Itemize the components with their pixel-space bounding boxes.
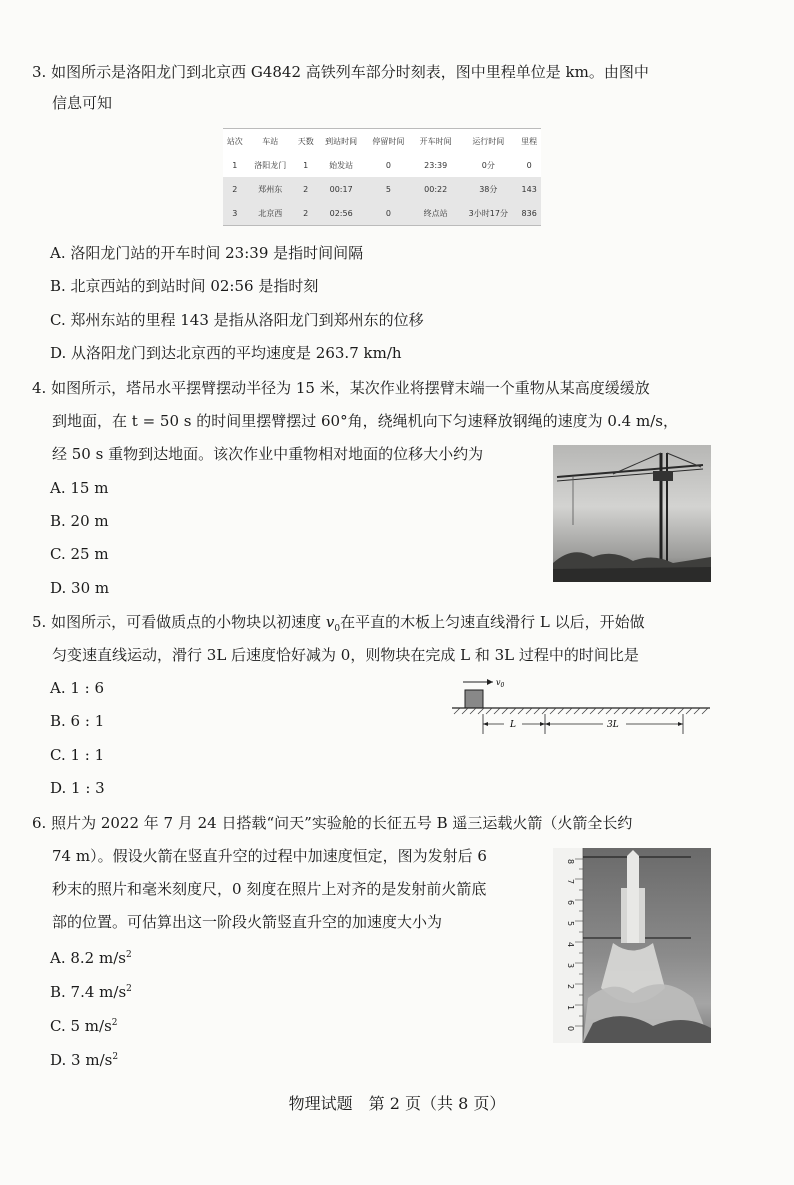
timetable-header: 到站时间 [325,136,358,146]
3l-label: 3L [607,720,619,730]
q5-v-symbol: v [325,613,335,631]
table-row [223,201,541,226]
q3-option-c: C. 郑州东站的里程 143 是指从洛阳龙门到郑州东的位移 [50,311,424,329]
table-cell: 0 [526,160,532,170]
rocket-photo [553,848,711,1043]
q5-v-subscript: 0 [334,624,341,634]
table-cell: 终点站 [412,201,459,226]
page-footer: 物理试题 第 2 页（共 8 页） [288,1094,506,1113]
q3-stem-line1: 3. 如图所示是洛阳龙门到北京西 G4842 高铁列车部分时刻表，图中里程单位是 km。由图中 [32,63,649,81]
tower-crane-drawing [553,445,711,582]
timetable-header: 开车时间 [419,136,452,146]
timetable-header: 车站 [262,136,279,146]
q6-option-b-text: B. 7.4 m/s [50,983,127,1001]
q5-stem-part1: 5. 如图所示，可看做质点的小物块以初速度 [32,613,326,631]
block-motion-figure [448,674,714,736]
v0-label: $v_0$ [496,678,505,689]
ruler-label: 5 [566,921,575,927]
q5-option-c: C. 1 : 1 [50,746,105,764]
table-cell: 1 [232,160,238,170]
q5-stem-part2: 在平直的木板上匀速直线滑行 L 以后，开始做 [340,613,645,631]
table-cell: 2 [294,177,318,201]
table-cell: 0分 [481,160,495,170]
q3-option-a: A. 洛阳龙门站的开车时间 23:39 是指时间间隔 [50,244,364,262]
ruler-label: 0 [566,1026,575,1032]
q6-option-c-text: C. 5 m/s [50,1017,112,1035]
timetable-header: 天数 [297,136,314,146]
q6-stem-line1: 6. 照片为 2022 年 7 月 24 日搭载“问天”实验舱的长征五号 B 遥三运载火箭（火箭全长约 [32,814,633,832]
q6-stem-line2: 74 m）。假设火箭在竖直升空的过程中加速度恒定，图为发射后 6 [52,847,487,865]
tower-crane-photo [553,445,711,582]
q5-stem-line2: 匀变速直线运动，滑行 3L 后速度恰好减为 0，则物块在完成 L 和 3L 过程中的时间比是 [52,646,639,664]
timetable [223,128,541,226]
q5-stem-line1 [32,612,645,639]
q6-option-b-sup: 2 [126,984,132,994]
table-cell: 3 [223,201,247,226]
q4-option-a: A. 15 m [50,479,109,497]
q6-option-a-text: A. 8.2 m/s [50,949,126,967]
table-cell: 1 [303,160,309,170]
timetable-header: 里程 [521,136,538,146]
table-cell: 0 [385,160,391,170]
timetable-header: 运行时间 [472,136,505,146]
q6-option-d [50,1047,118,1070]
timetable-header: 站次 [226,136,243,146]
table-cell: 2 [294,201,318,226]
q4-option-b: B. 20 m [50,512,109,530]
ruler-label: 8 [566,859,575,865]
ruler-label: 2 [566,984,575,990]
q6-option-a [50,945,132,968]
q6-option-c-sup: 2 [111,1018,118,1028]
table-cell: 0 [365,201,412,226]
q3-option-b: B. 北京西站的到站时间 02:56 是指时刻 [50,277,319,295]
l-label: L [510,720,516,730]
q5-option-b: B. 6 : 1 [50,712,105,730]
q6-option-d-sup: 2 [112,1052,119,1062]
q6-option-a-sup: 2 [125,950,132,960]
q4-stem-line1: 4. 如图所示，塔吊水平摆臂摆动半径为 15 米，某次作业将摆臂末端一个重物从某高度缓缓放 [32,379,650,397]
table-cell: 始发站 [329,160,354,170]
table-cell: 23:39 [424,160,448,170]
q4-stem-line2: 到地面，在 t = 50 s 的时间里摆臂摆过 60°角，绕绳机向下匀速释放钢绳的速度为 0.4 m/s， [52,412,678,430]
table-row [223,153,541,177]
q4-option-c: C. 25 m [50,545,109,563]
table-cell: 836 [517,201,541,226]
table-cell: 5 [365,177,412,201]
ruler-label: 1 [566,1005,575,1011]
ruler-label: 3 [566,963,575,969]
table-cell: 3小时17分 [459,201,517,226]
q4-stem-line3: 经 50 s 重物到达地面。该次作业中重物相对地面的位移大小约为 [52,445,484,463]
table-cell: 郑州东 [247,177,294,201]
ruler-label: 4 [566,942,575,948]
ruler-label: 7 [566,879,575,885]
q6-stem-line4: 部的位置。可估算出这一阶段火箭竖直升空的加速度大小为 [52,913,443,931]
table-cell: 洛阳龙门 [254,160,287,170]
ruler-label: 6 [566,900,575,906]
table-cell: 38分 [459,177,517,201]
timetable-header: 停留时间 [372,136,405,146]
q4-option-d: D. 30 m [50,579,110,597]
table-cell: 143 [517,177,541,201]
q5-option-a: A. 1 : 6 [50,679,105,697]
table-cell: 00:22 [412,177,459,201]
table-cell: 02:56 [318,201,365,226]
table-row [223,177,541,201]
q6-option-d-text: D. 3 m/s [50,1051,113,1069]
table-cell: 北京西 [247,201,294,226]
table-cell: 2 [223,177,247,201]
table-cell: 00:17 [318,177,365,201]
timetable-header-row [223,129,541,154]
q6-stem-line3: 秒末的照片和毫米刻度尺，0 刻度在照片上对齐的是发射前火箭底 [52,880,487,898]
rocket-drawing [553,848,711,1043]
q3-option-d: D. 从洛阳龙门到达北京西的平均速度是 263.7 km/h [50,344,402,362]
q6-option-b [50,979,132,1002]
q3-stem-line2: 信息可知 [52,94,113,112]
q5-option-d: D. 1 : 3 [50,779,105,797]
q6-option-c [50,1013,118,1036]
